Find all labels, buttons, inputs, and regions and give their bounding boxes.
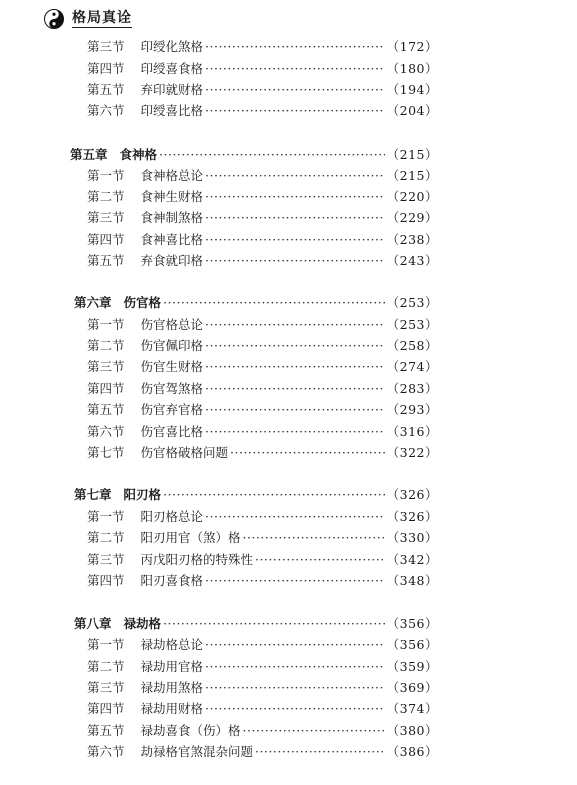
section-number: 第六节	[87, 424, 125, 439]
page-number: （322）	[386, 445, 438, 460]
page-number: （386）	[386, 744, 438, 759]
toc-section-row	[87, 168, 438, 184]
page-number: （238）	[386, 232, 438, 247]
leader-dots	[205, 189, 385, 205]
toc-section-row	[87, 402, 438, 418]
section-number: 第五节	[87, 82, 125, 97]
toc-section-row	[87, 359, 438, 375]
page-number: （356）	[386, 637, 438, 652]
toc-section-row	[87, 317, 438, 333]
page-number: （283）	[386, 381, 438, 396]
page-number: （220）	[386, 189, 438, 204]
page-number: （330）	[386, 530, 438, 545]
leader-dots	[230, 445, 385, 461]
page-number: （243）	[386, 253, 438, 268]
section-title: 阳刃格总论	[140, 509, 204, 524]
page-number: （258）	[386, 338, 438, 353]
section-title: 伤官生财格	[140, 359, 204, 374]
page-number: （253）	[386, 317, 438, 332]
toc-section-row	[87, 381, 438, 397]
leader-dots	[205, 317, 385, 333]
section-number: 第六节	[87, 744, 125, 759]
toc-section-row	[87, 573, 438, 589]
toc-section-row	[87, 744, 438, 760]
toc-chapter-row	[70, 147, 438, 163]
toc-section-row	[87, 210, 438, 226]
section-title: 伤官喜比格	[140, 424, 204, 439]
leader-dots	[205, 637, 385, 653]
leader-dots	[205, 509, 385, 525]
toc-section-row	[87, 424, 438, 440]
section-number: 第四节	[87, 61, 125, 76]
page-number: （374）	[386, 701, 438, 716]
section-title: 阳刃用官（煞）格	[140, 530, 241, 545]
section-number: 第四节	[87, 232, 125, 247]
leader-dots	[205, 210, 385, 226]
page-number: （356）	[386, 616, 438, 631]
page-number: （215）	[386, 168, 438, 183]
leader-dots	[163, 295, 385, 311]
section-number: 第二节	[87, 530, 125, 545]
chapter-number: 第五章	[70, 147, 108, 162]
section-number: 第一节	[87, 637, 125, 652]
toc-section-row	[87, 189, 438, 205]
chapter-number: 第七章	[74, 487, 112, 502]
page-number: （204）	[386, 103, 438, 118]
leader-dots	[205, 659, 385, 675]
toc-section-row	[87, 530, 438, 546]
section-title: 印绶化煞格	[140, 39, 204, 54]
leader-dots	[205, 82, 385, 98]
leader-dots	[205, 701, 385, 717]
toc-section-row	[87, 61, 438, 77]
leader-dots	[205, 338, 385, 354]
section-number: 第二节	[87, 189, 125, 204]
leader-dots	[159, 147, 385, 163]
leader-dots	[205, 103, 385, 119]
section-title: 弃印就财格	[140, 82, 204, 97]
leader-dots	[205, 359, 385, 375]
chapter-number: 第八章	[74, 616, 112, 631]
leader-dots	[255, 744, 385, 760]
section-title: 丙戊阳刃格的特殊性	[140, 552, 254, 567]
page-number: （369）	[386, 680, 438, 695]
section-title: 印绶喜食格	[140, 61, 204, 76]
toc-section-row	[87, 232, 438, 248]
leader-dots	[205, 232, 385, 248]
section-title: 伤官格总论	[140, 317, 204, 332]
section-number: 第三节	[87, 39, 125, 54]
section-title: 食神制煞格	[140, 210, 204, 225]
section-title: 禄劫用官格	[140, 659, 204, 674]
page-number: （316）	[386, 424, 438, 439]
section-number: 第三节	[87, 210, 125, 225]
page-number: （194）	[386, 82, 438, 97]
toc-section-row	[87, 701, 438, 717]
chapter-number: 第六章	[74, 295, 112, 310]
section-number: 第三节	[87, 680, 125, 695]
leader-dots	[205, 168, 385, 184]
leader-dots	[243, 723, 385, 739]
page-number: （253）	[386, 295, 438, 310]
chapter-title: 伤官格	[123, 295, 162, 310]
page-number: （172）	[386, 39, 438, 54]
chapter-title: 禄劫格	[123, 616, 162, 631]
section-number: 第三节	[87, 552, 125, 567]
page-number: （348）	[386, 573, 438, 588]
toc-section-row	[87, 509, 438, 525]
section-title: 劫禄格官煞混杂问题	[140, 744, 254, 759]
toc-section-row	[87, 723, 438, 739]
leader-dots	[255, 552, 385, 568]
toc-section-row	[87, 680, 438, 696]
section-number: 第五节	[87, 253, 125, 268]
leader-dots	[205, 402, 385, 418]
page-header	[44, 7, 132, 31]
chapter-title: 食神格	[119, 147, 158, 162]
toc-section-row	[87, 82, 438, 98]
page-number: （359）	[386, 659, 438, 674]
section-number: 第五节	[87, 402, 125, 417]
section-number: 第四节	[87, 701, 125, 716]
section-title: 伤官驾煞格	[140, 381, 204, 396]
section-number: 第二节	[87, 659, 125, 674]
section-number: 第一节	[87, 168, 125, 183]
book-title: 格局真诠	[72, 10, 132, 26]
section-title: 禄劫喜食（伤）格	[140, 723, 241, 738]
leader-dots	[163, 616, 385, 632]
section-title: 食神生财格	[140, 189, 204, 204]
toc-section-row	[87, 253, 438, 269]
page-number: （326）	[386, 487, 438, 502]
toc-chapter-row	[74, 487, 438, 503]
section-title: 弃食就印格	[140, 253, 204, 268]
leader-dots	[205, 680, 385, 696]
leader-dots	[205, 381, 385, 397]
page-number: （380）	[386, 723, 438, 738]
leader-dots	[205, 424, 385, 440]
section-number: 第六节	[87, 103, 125, 118]
section-number: 第三节	[87, 359, 125, 374]
chapter-title: 阳刃格	[123, 487, 162, 502]
section-title: 伤官佩印格	[140, 338, 204, 353]
page-number: （293）	[386, 402, 438, 417]
leader-dots	[205, 39, 385, 55]
page-number: （180）	[386, 61, 438, 76]
page-number: （229）	[386, 210, 438, 225]
toc-section-row	[87, 103, 438, 119]
toc-chapter-row	[74, 616, 438, 632]
toc-section-row	[87, 445, 438, 461]
page-number: （274）	[386, 359, 438, 374]
leader-dots	[163, 487, 385, 503]
section-number: 第一节	[87, 317, 125, 332]
toc-section-row	[87, 659, 438, 675]
page-number: （215）	[386, 147, 438, 162]
section-title: 禄劫用煞格	[140, 680, 204, 695]
section-number: 第一节	[87, 509, 125, 524]
section-title: 禄劫格总论	[140, 637, 204, 652]
section-title: 伤官格破格问题	[140, 445, 229, 460]
section-number: 第二节	[87, 338, 125, 353]
section-title: 食神喜比格	[140, 232, 204, 247]
section-number: 第七节	[87, 445, 125, 460]
section-title: 食神格总论	[140, 168, 204, 183]
section-number: 第四节	[87, 381, 125, 396]
leader-dots	[205, 253, 385, 269]
leader-dots	[243, 530, 385, 546]
leader-dots	[205, 573, 385, 589]
section-title: 阳刃喜食格	[140, 573, 204, 588]
leader-dots	[205, 61, 385, 77]
page-number: （326）	[386, 509, 438, 524]
section-number: 第四节	[87, 573, 125, 588]
section-title: 禄劫用财格	[140, 701, 204, 716]
toc-section-row	[87, 39, 438, 55]
toc-section-row	[87, 338, 438, 354]
yin-yang-icon	[44, 9, 64, 29]
page-number: （342）	[386, 552, 438, 567]
section-title: 伤官弃官格	[140, 402, 204, 417]
section-number: 第五节	[87, 723, 125, 738]
toc-section-row	[87, 637, 438, 653]
toc-section-row	[87, 552, 438, 568]
section-title: 印绶喜比格	[140, 103, 204, 118]
toc-chapter-row	[74, 295, 438, 311]
